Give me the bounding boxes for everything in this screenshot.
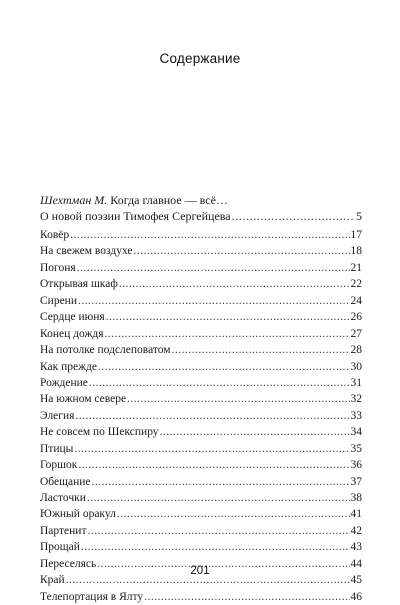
- dot-leader: [78, 457, 349, 473]
- toc-entry-page: 21: [350, 261, 362, 274]
- toc-entry-title: Переселясь: [40, 557, 97, 570]
- dot-leader: [91, 474, 349, 490]
- intro-line-1: [40, 193, 362, 209]
- toc-entry-title: Партенит: [40, 524, 87, 537]
- toc-entry: [40, 326, 362, 342]
- toc-entry-page: 18: [350, 245, 362, 258]
- toc-entry-title: Элегия: [40, 409, 75, 422]
- toc-entry-page: 38: [350, 492, 362, 504]
- toc-entry-title: Горшок: [40, 459, 78, 472]
- toc-entry-page: 33: [350, 409, 362, 422]
- toc-entry-title: Сирени: [40, 294, 77, 307]
- toc-entry: [40, 309, 362, 325]
- toc-list: [40, 227, 362, 605]
- intro-page-number: 5: [356, 208, 362, 223]
- toc-entry-page: 41: [350, 508, 362, 521]
- intro-title-line-1: Когда главное — всё…: [110, 193, 228, 207]
- dot-leader: [134, 243, 350, 259]
- toc-entry-page: 26: [350, 311, 362, 324]
- toc-entry-title: Южный оракул: [40, 508, 116, 521]
- toc-entry: [40, 474, 362, 490]
- toc-entry-page: 17: [350, 229, 362, 241]
- toc-entry-page: 42: [350, 524, 362, 537]
- dot-leader: [75, 408, 349, 424]
- dot-leader: [119, 276, 350, 292]
- toc-entry-title: Прощай: [40, 541, 80, 554]
- toc-entry-page: 43: [350, 541, 362, 554]
- toc-entry-page: 30: [350, 360, 362, 373]
- dot-leader: [127, 391, 349, 407]
- page-number: 201: [190, 565, 210, 577]
- intro-author: Шехтман М.: [40, 193, 108, 207]
- toc-entry: [40, 539, 362, 555]
- toc-entry: [40, 589, 362, 605]
- toc-entry-page: 27: [350, 327, 362, 340]
- toc-entry: [40, 260, 362, 276]
- toc-entry: [40, 276, 362, 292]
- toc-entry-title: Телепортация в Ялту: [40, 590, 144, 603]
- toc-entry-page: 37: [350, 475, 362, 488]
- toc-entry-title: Ковёр: [40, 229, 70, 241]
- toc-entry: [40, 243, 362, 259]
- toc-entry-page: 36: [350, 459, 362, 472]
- toc-entry: [40, 408, 362, 424]
- dot-leader: [98, 359, 350, 375]
- toc-entry: [40, 342, 362, 358]
- toc-entry: [40, 506, 362, 522]
- toc-entry-title: Открывая шкаф: [40, 278, 118, 291]
- toc-entry-title: Как прежде: [40, 360, 97, 373]
- dot-leader: [105, 326, 350, 342]
- toc-entry-page: 44: [350, 557, 362, 570]
- dot-leader: [87, 523, 349, 539]
- intro-entry: [40, 193, 362, 224]
- intro-title-line-2: О новой поэзии Тимофея Сергейцева: [40, 208, 231, 223]
- toc-entry-page: 31: [350, 376, 362, 389]
- intro-line-2: [40, 209, 362, 225]
- dot-leader: [106, 309, 350, 325]
- toc-entry-page: 22: [350, 278, 362, 291]
- page-title: Содержание: [159, 51, 241, 66]
- dot-leader: [144, 589, 349, 605]
- dot-leader: [78, 293, 350, 309]
- dot-leader: [172, 342, 350, 358]
- toc-entry: [40, 424, 362, 440]
- toc-entry: [40, 293, 362, 309]
- toc-entry-title: На южном севере: [40, 393, 127, 406]
- dot-leader: [81, 539, 350, 555]
- dot-leader: [232, 209, 355, 225]
- toc-entry-title: Птицы: [40, 442, 74, 455]
- toc-entry-title: Рождение: [40, 376, 88, 389]
- dot-leader: [89, 375, 350, 391]
- dot-leader: [77, 260, 350, 276]
- toc-entry-title: Сердце июня: [40, 311, 105, 324]
- toc-entry: [40, 375, 362, 391]
- toc-entry-title: Обещание: [40, 475, 91, 488]
- toc-entry: [40, 441, 362, 457]
- toc-entry-title: Конец дождя: [40, 327, 104, 340]
- toc-entry-page: 45: [350, 574, 362, 587]
- dot-leader: [160, 424, 350, 440]
- toc-entry-title: Край: [40, 574, 65, 587]
- toc-entry: [40, 359, 362, 375]
- toc-entry: [40, 523, 362, 539]
- toc-entry-page: 34: [350, 426, 362, 439]
- toc-entry-title: Ласточки: [40, 492, 86, 504]
- toc-entry-page: 32: [350, 393, 362, 406]
- toc-entry-page: 28: [350, 344, 362, 357]
- toc-entry-page: 46: [350, 590, 362, 603]
- dot-leader: [74, 441, 349, 457]
- dot-leader: [117, 506, 350, 522]
- toc-entry-title: Погоня: [40, 261, 76, 274]
- toc-entry: [40, 457, 362, 473]
- dot-leader: [70, 227, 349, 243]
- toc-entry-page: 24: [350, 294, 362, 307]
- toc-entry-title: На потолке подслеповатом: [40, 344, 171, 357]
- toc-entry: [40, 490, 362, 506]
- dot-leader: [87, 490, 350, 506]
- toc-entry-title: Не совсем по Шекспиру: [40, 426, 159, 439]
- toc-entry: [40, 391, 362, 407]
- toc-entry-page: 35: [350, 442, 362, 455]
- toc-entry: [40, 227, 362, 243]
- toc-entry-title: На свежем воздухе: [40, 245, 133, 258]
